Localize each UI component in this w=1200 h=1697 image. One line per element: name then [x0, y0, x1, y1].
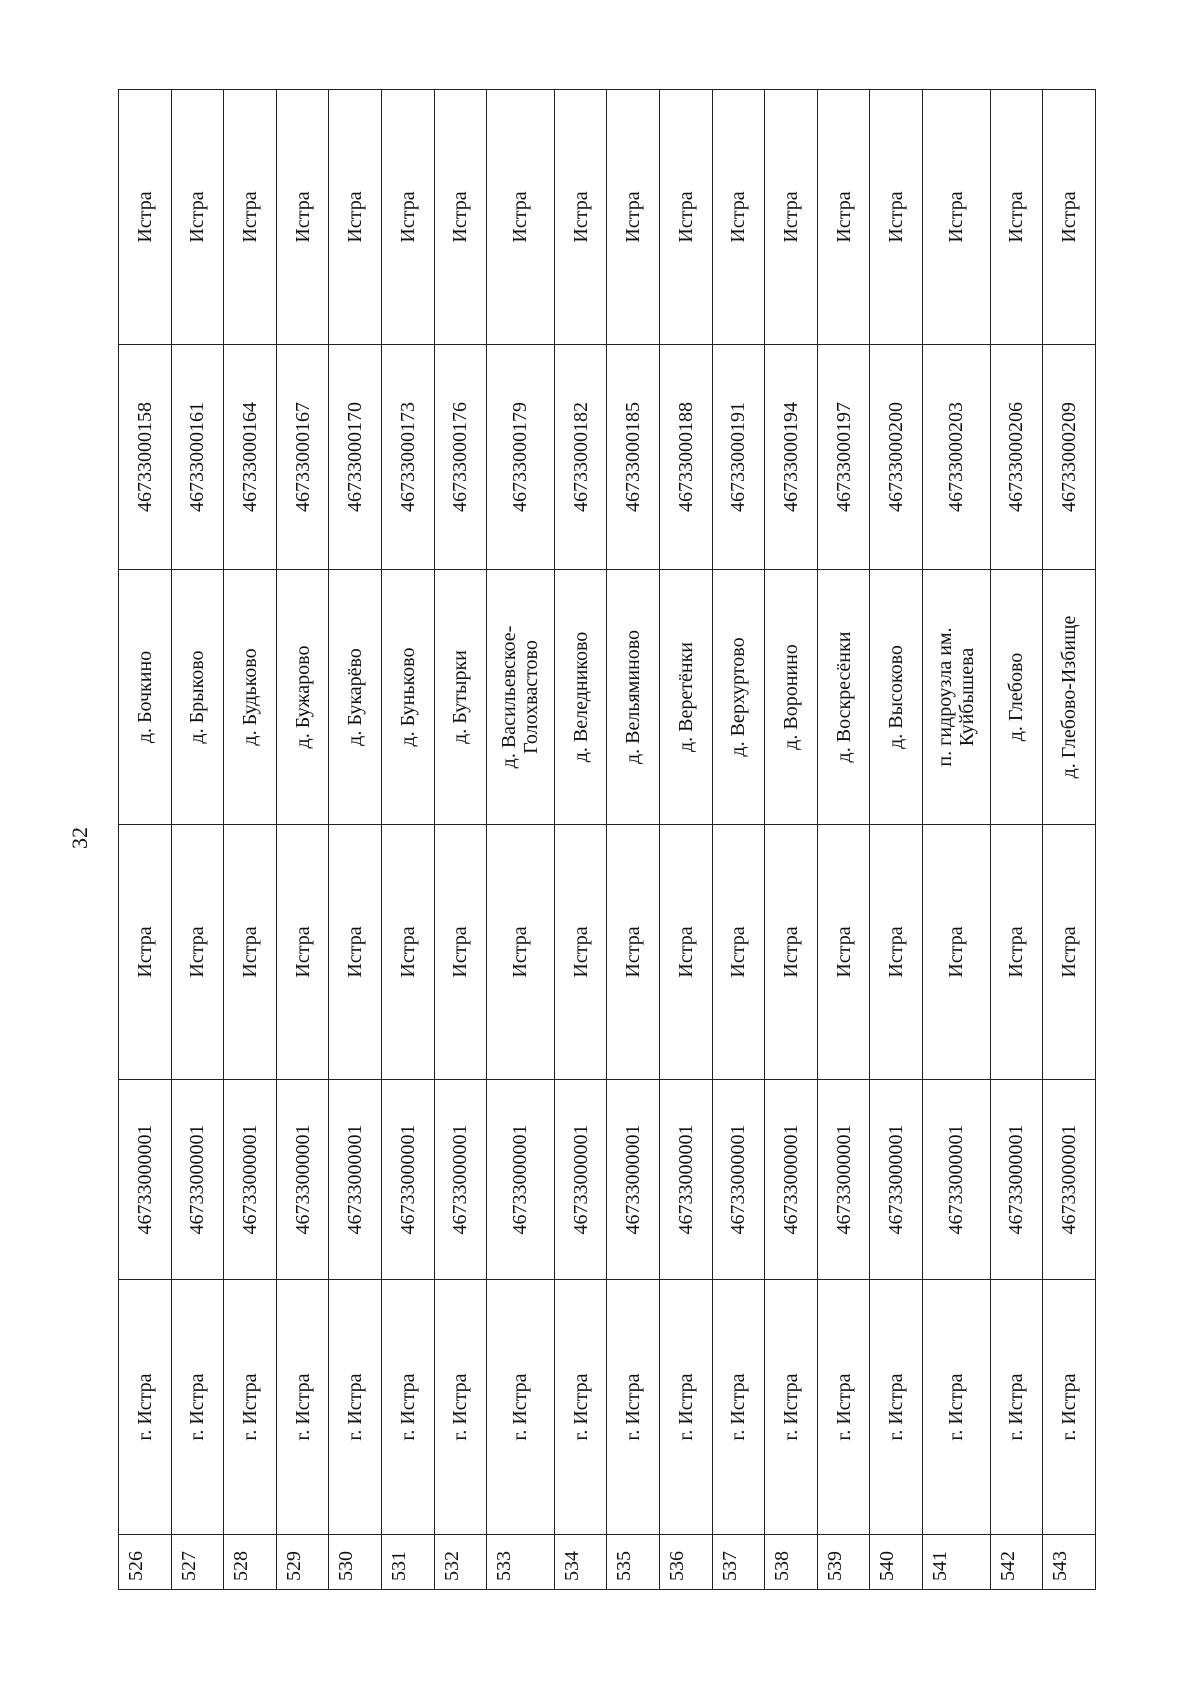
municipality-cell: Истра	[171, 825, 224, 1080]
row-number: 533	[487, 1535, 555, 1590]
code-cell: 46733000200	[870, 345, 923, 570]
row-number: 534	[554, 1535, 607, 1590]
code-cell: 46733000209	[1043, 345, 1096, 570]
code-cell: 46733000182	[554, 345, 607, 570]
settlement-cell: г. Истра	[1043, 1280, 1096, 1535]
code-cell: 46733000161	[171, 345, 224, 570]
district-cell: Истра	[817, 90, 870, 345]
locality-cell: д. Воскресёнки	[817, 570, 870, 825]
row-number: 536	[659, 1535, 712, 1590]
municipality-cell: Истра	[817, 825, 870, 1080]
oktmo-cell: 46733000001	[607, 1080, 660, 1280]
settlement-cell: г. Истра	[487, 1280, 555, 1535]
row-number: 535	[607, 1535, 660, 1590]
locality-cell: д. Верхуртово	[712, 570, 765, 825]
locality-cell: д. Глебово-Избище	[1043, 570, 1096, 825]
municipality-cell: Истра	[1043, 825, 1096, 1080]
row-number: 537	[712, 1535, 765, 1590]
table-row	[434, 90, 487, 1590]
settlement-cell: г. Истра	[870, 1280, 923, 1535]
oktmo-cell: 46733000001	[1043, 1080, 1096, 1280]
municipality-cell: Истра	[276, 825, 329, 1080]
row-number: 528	[224, 1535, 277, 1590]
municipality-cell: Истра	[434, 825, 487, 1080]
table-container	[118, 90, 1096, 1590]
table-row	[765, 90, 818, 1590]
code-cell: 46733000194	[765, 345, 818, 570]
oktmo-cell: 46733000001	[434, 1080, 487, 1280]
oktmo-cell: 46733000001	[712, 1080, 765, 1280]
table-row	[922, 90, 990, 1590]
locality-cell: д. Бочкино	[119, 570, 172, 825]
row-number: 526	[119, 1535, 172, 1590]
municipality-cell: Истра	[487, 825, 555, 1080]
district-cell: Истра	[381, 90, 434, 345]
row-number: 542	[990, 1535, 1043, 1590]
locality-cell: п. гидроузла им. Куйбышева	[922, 570, 990, 825]
settlements-table	[118, 89, 1096, 1590]
code-cell: 46733000185	[607, 345, 660, 570]
oktmo-cell: 46733000001	[171, 1080, 224, 1280]
oktmo-cell: 46733000001	[765, 1080, 818, 1280]
locality-cell: д. Буньково	[381, 570, 434, 825]
district-cell: Истра	[1043, 90, 1096, 345]
locality-cell: д. Вельяминово	[607, 570, 660, 825]
locality-cell: д. Веретёнки	[659, 570, 712, 825]
settlement-cell: г. Истра	[607, 1280, 660, 1535]
row-number: 530	[329, 1535, 382, 1590]
district-cell: Истра	[487, 90, 555, 345]
locality-cell: д. Бутырки	[434, 570, 487, 825]
locality-cell: д. Глебово	[990, 570, 1043, 825]
municipality-cell: Истра	[119, 825, 172, 1080]
table-row	[329, 90, 382, 1590]
settlement-cell: г. Истра	[817, 1280, 870, 1535]
district-cell: Истра	[607, 90, 660, 345]
municipality-cell: Истра	[607, 825, 660, 1080]
row-number: 543	[1043, 1535, 1096, 1590]
page-number: 32	[67, 827, 92, 849]
settlement-cell: г. Истра	[119, 1280, 172, 1535]
table-row	[607, 90, 660, 1590]
municipality-cell: Истра	[224, 825, 277, 1080]
code-cell: 46733000197	[817, 345, 870, 570]
settlement-cell: г. Истра	[329, 1280, 382, 1535]
settlement-cell: г. Истра	[381, 1280, 434, 1535]
rotated-table	[118, 90, 1096, 1590]
oktmo-cell: 46733000001	[990, 1080, 1043, 1280]
oktmo-cell: 46733000001	[870, 1080, 923, 1280]
municipality-cell: Истра	[659, 825, 712, 1080]
municipality-cell: Истра	[765, 825, 818, 1080]
municipality-cell: Истра	[922, 825, 990, 1080]
table-row	[554, 90, 607, 1590]
district-cell: Истра	[434, 90, 487, 345]
table-row	[870, 90, 923, 1590]
table-body	[119, 90, 1096, 1590]
district-cell: Истра	[171, 90, 224, 345]
row-number: 539	[817, 1535, 870, 1590]
code-cell: 46733000173	[381, 345, 434, 570]
code-cell: 46733000158	[119, 345, 172, 570]
locality-cell: д. Бужарово	[276, 570, 329, 825]
oktmo-cell: 46733000001	[817, 1080, 870, 1280]
settlement-cell: г. Истра	[276, 1280, 329, 1535]
oktmo-cell: 46733000001	[487, 1080, 555, 1280]
table-row	[1043, 90, 1096, 1590]
row-number: 527	[171, 1535, 224, 1590]
oktmo-cell: 46733000001	[922, 1080, 990, 1280]
oktmo-cell: 46733000001	[659, 1080, 712, 1280]
locality-cell: д. Веледниково	[554, 570, 607, 825]
table-row	[276, 90, 329, 1590]
oktmo-cell: 46733000001	[554, 1080, 607, 1280]
row-number: 540	[870, 1535, 923, 1590]
district-cell: Истра	[119, 90, 172, 345]
locality-cell: д. Высоково	[870, 570, 923, 825]
municipality-cell: Истра	[329, 825, 382, 1080]
district-cell: Истра	[990, 90, 1043, 345]
settlement-cell: г. Истра	[171, 1280, 224, 1535]
code-cell: 46733000203	[922, 345, 990, 570]
district-cell: Истра	[224, 90, 277, 345]
table-row	[381, 90, 434, 1590]
code-cell: 46733000179	[487, 345, 555, 570]
code-cell: 46733000206	[990, 345, 1043, 570]
table-row	[224, 90, 277, 1590]
district-cell: Истра	[329, 90, 382, 345]
locality-cell: д. Букарёво	[329, 570, 382, 825]
oktmo-cell: 46733000001	[224, 1080, 277, 1280]
code-cell: 46733000170	[329, 345, 382, 570]
row-number: 529	[276, 1535, 329, 1590]
code-cell: 46733000188	[659, 345, 712, 570]
table-row	[712, 90, 765, 1590]
row-number: 531	[381, 1535, 434, 1590]
settlement-cell: г. Истра	[659, 1280, 712, 1535]
district-cell: Истра	[659, 90, 712, 345]
settlement-cell: г. Истра	[765, 1280, 818, 1535]
settlement-cell: г. Истра	[712, 1280, 765, 1535]
code-cell: 46733000164	[224, 345, 277, 570]
district-cell: Истра	[922, 90, 990, 345]
locality-cell: д. Воронино	[765, 570, 818, 825]
municipality-cell: Истра	[712, 825, 765, 1080]
code-cell: 46733000176	[434, 345, 487, 570]
oktmo-cell: 46733000001	[381, 1080, 434, 1280]
settlement-cell: г. Истра	[922, 1280, 990, 1535]
row-number: 541	[922, 1535, 990, 1590]
table-row	[119, 90, 172, 1590]
district-cell: Истра	[870, 90, 923, 345]
settlement-cell: г. Истра	[224, 1280, 277, 1535]
locality-cell: д. Будьково	[224, 570, 277, 825]
municipality-cell: Истра	[554, 825, 607, 1080]
settlement-cell: г. Истра	[990, 1280, 1043, 1535]
district-cell: Истра	[554, 90, 607, 345]
district-cell: Истра	[765, 90, 818, 345]
district-cell: Истра	[276, 90, 329, 345]
locality-cell: д. Васильевское-Голохвастово	[487, 570, 555, 825]
oktmo-cell: 46733000001	[276, 1080, 329, 1280]
row-number: 538	[765, 1535, 818, 1590]
oktmo-cell: 46733000001	[329, 1080, 382, 1280]
code-cell: 46733000167	[276, 345, 329, 570]
settlement-cell: г. Истра	[554, 1280, 607, 1535]
table-row	[487, 90, 555, 1590]
district-cell: Истра	[712, 90, 765, 345]
code-cell: 46733000191	[712, 345, 765, 570]
oktmo-cell: 46733000001	[119, 1080, 172, 1280]
municipality-cell: Истра	[990, 825, 1043, 1080]
municipality-cell: Истра	[381, 825, 434, 1080]
municipality-cell: Истра	[870, 825, 923, 1080]
settlement-cell: г. Истра	[434, 1280, 487, 1535]
table-row	[817, 90, 870, 1590]
locality-cell: д. Брыково	[171, 570, 224, 825]
table-row	[171, 90, 224, 1590]
row-number: 532	[434, 1535, 487, 1590]
table-row	[659, 90, 712, 1590]
table-row	[990, 90, 1043, 1590]
